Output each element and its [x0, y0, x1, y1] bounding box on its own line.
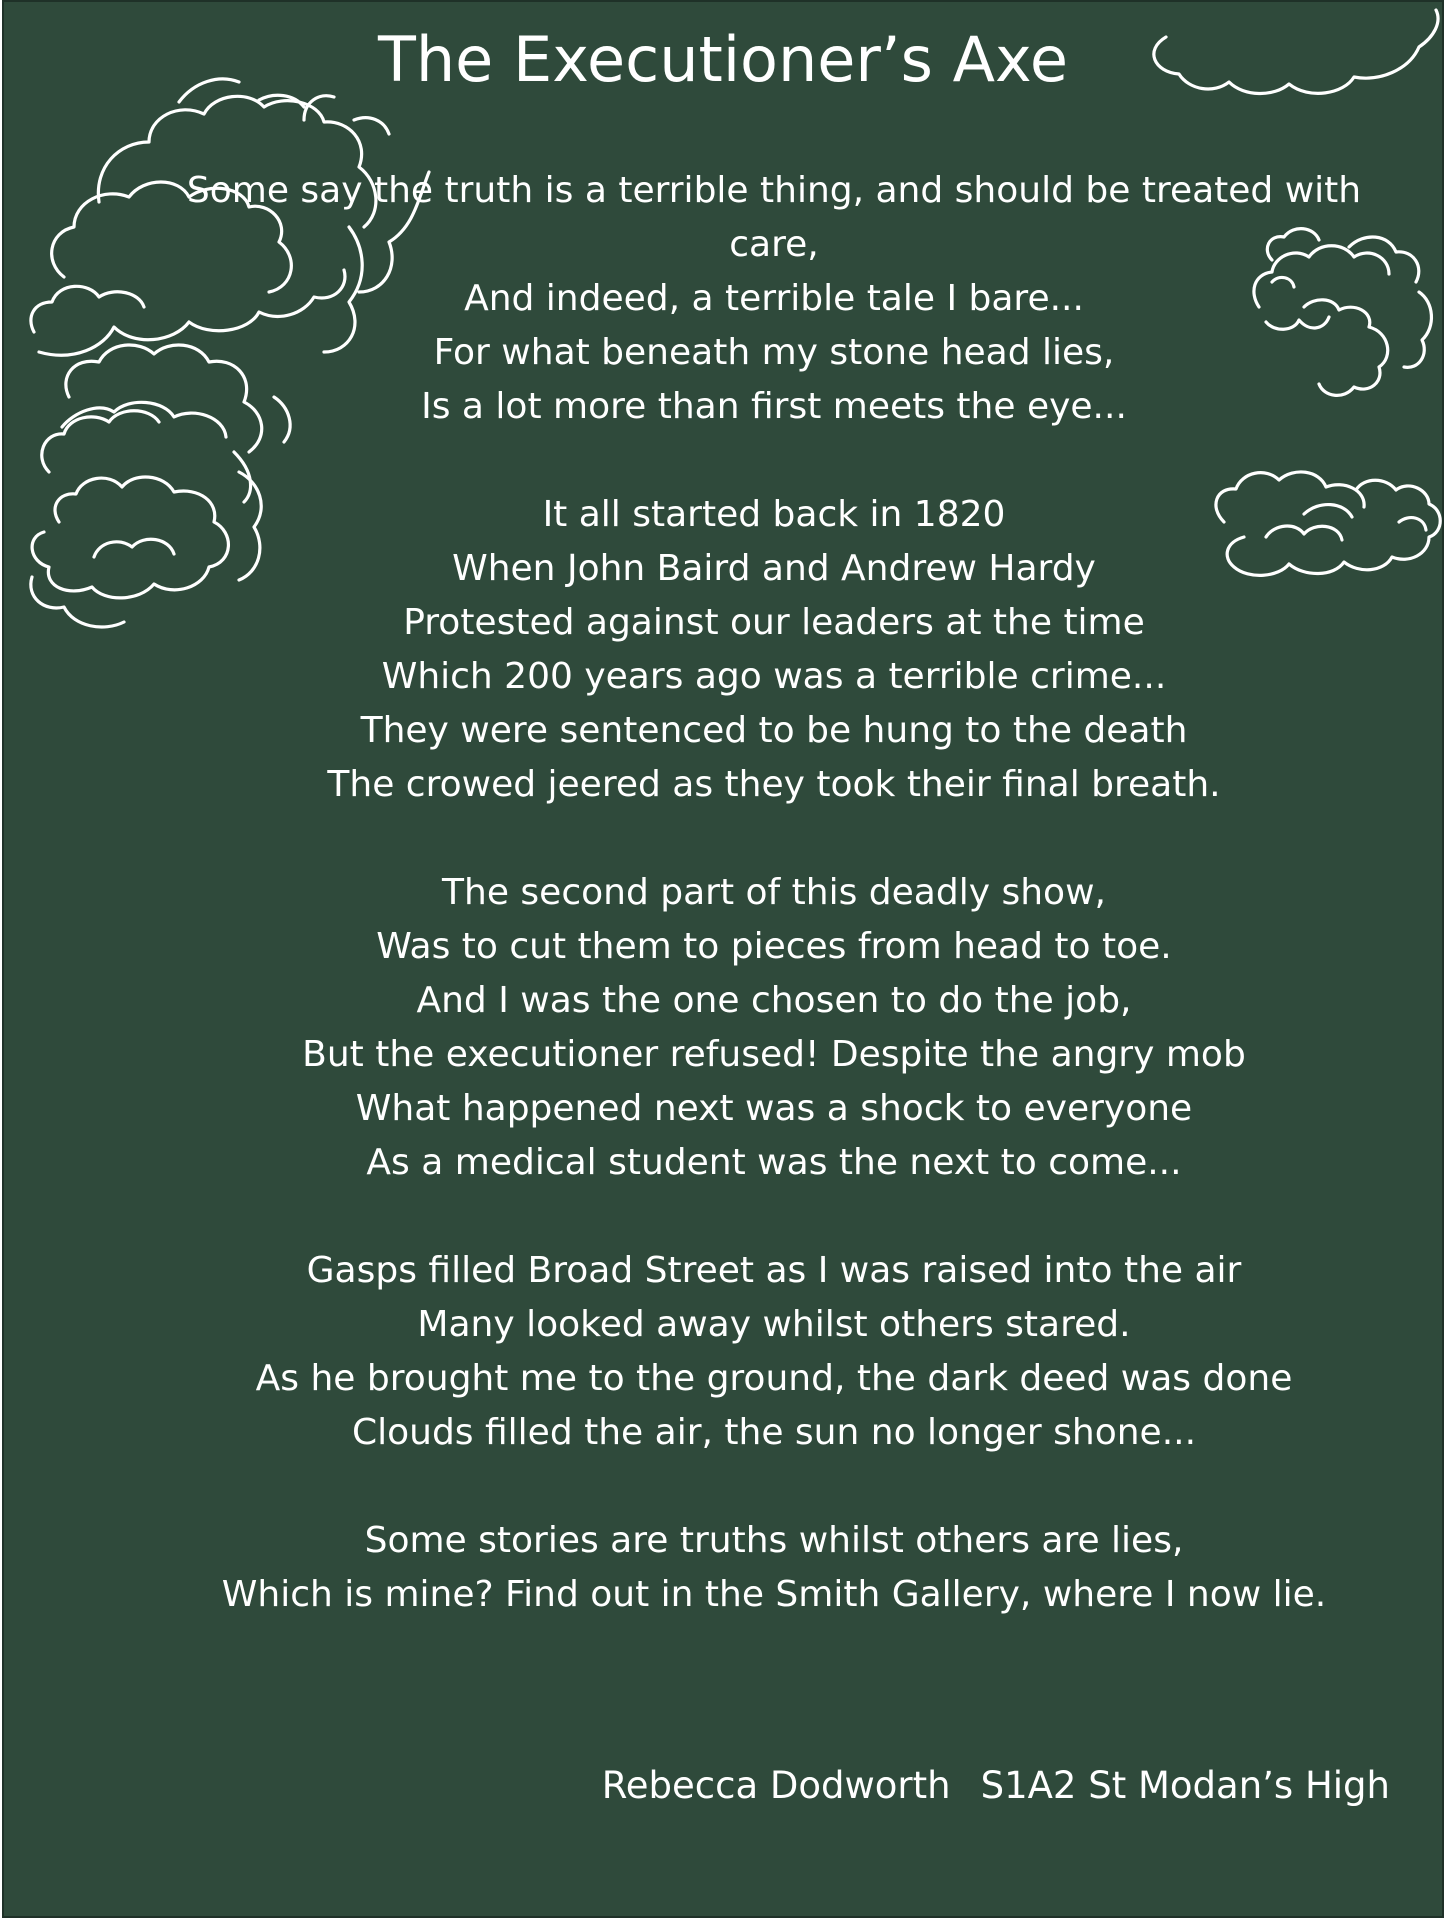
poem-line: What happened next was a shock to everyone	[355, 1088, 1193, 1129]
poem-line: Some say the truth is a terrible thing, and should be treated with care,	[186, 170, 1362, 265]
stanza-4	[154, 1244, 1394, 1460]
poem-line: Is a lot more than first meets the eye...	[421, 386, 1127, 427]
poem-line: Some stories are truths whilst others are lies,	[364, 1520, 1184, 1561]
poem-line: And I was the one chosen to do the job,	[416, 980, 1132, 1021]
poem-line: Many looked away whilst others stared.	[417, 1304, 1131, 1345]
poem-line: Was to cut them to pieces from head to toe.	[376, 926, 1172, 967]
poem-line: The second part of this deadly show,	[442, 872, 1106, 913]
poem-line: Gasps filled Broad Street as I was raised into the air	[306, 1250, 1242, 1291]
stanza-3	[154, 866, 1394, 1190]
poem-line: Clouds filled the air, the sun no longer shone...	[351, 1412, 1197, 1453]
poem-line: And indeed, a terrible tale I bare...	[464, 278, 1084, 319]
author-credit	[602, 1756, 1390, 1816]
poem-line: They were sentenced to be hung to the death	[360, 710, 1188, 751]
poem-line: But the executioner refused! Despite the angry mob	[302, 1034, 1246, 1075]
poem-line: Which 200 years ago was a terrible crime...	[381, 656, 1167, 697]
stanza-5	[154, 1514, 1394, 1622]
poem-line: When John Baird and Andrew Hardy	[452, 548, 1096, 589]
stanza-2	[154, 488, 1394, 812]
poem-line: Protested against our leaders at the time	[403, 602, 1145, 643]
poem-line: It all started back in 1820	[542, 494, 1006, 535]
poem-line: As he brought me to the ground, the dark deed was done	[255, 1358, 1293, 1399]
author-name: Rebecca Dodworth	[601, 1764, 951, 1807]
poem-title: The Executioner’s Axe	[378, 23, 1068, 96]
stanza-1	[154, 164, 1394, 434]
poem-line: The crowed jeered as they took their final breath.	[327, 764, 1221, 805]
poem-line: For what beneath my stone head lies,	[433, 332, 1115, 373]
author-class-school: S1A2 St Modan’s High	[980, 1764, 1390, 1807]
poster-board	[2, 0, 1444, 1918]
poem-line: Which is mine? Find out in the Smith Gallery, where I now lie.	[221, 1574, 1327, 1615]
poem-body	[154, 164, 1394, 1676]
poem-line: As a medical student was the next to come...	[366, 1142, 1182, 1183]
